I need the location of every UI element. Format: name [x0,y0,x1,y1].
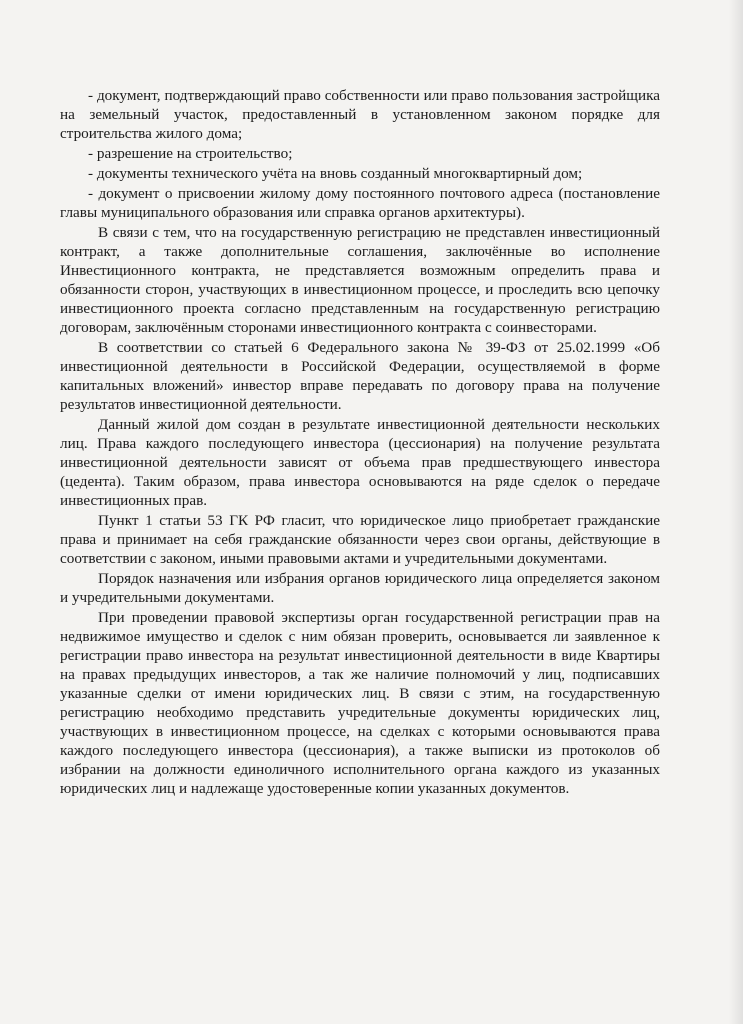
list-item-technical-records: - документы технического учёта на вновь созданный многоквартирный дом; [88,165,583,182]
paragraph-investment-contract: В связи с тем, что на государственную регистрацию не представлен инвестиционный контракт, а также дополнительные соглашения, заключённые во исполнение Инвестиционного контракта, не представляется возможным определить права и обязанности сторон, участвующих в инвестиционном процессе, и проследить всю цепочку инвестиционного проекта согласно представленным на государственную регистрацию договорам, заключённым сторонами инвестиционного контракта с соинвесторами. [60,224,660,336]
paragraph-appointment-procedure: Порядок назначения или избрания органов юридического лица определяется законом и учредительными документами. [60,570,660,606]
paragraph-investors-rights: Данный жилой дом создан в результате инвестиционной деятельности нескольких лиц. Права каждого последующего инвестора (цессионария) на получение результата инвестиционной деятельности зависят от объема прав предшествующего инвестора (цедента). Таким образом, права инвестора основываются на ряде сделок о передаче инвестиционных прав. [60,416,660,509]
list-item-building-permit: - разрешение на строительство; [88,145,293,162]
list-item-postal-address: - документ о присвоении жилому дому постоянного почтового адреса (постановление главы муниципального образования или справка органов архитектуры). [60,185,660,221]
document-body [60,86,660,799]
paragraph-civil-code: Пункт 1 статьи 53 ГК РФ гласит, что юридическое лицо приобретает гражданские права и принимает на себя гражданские обязанности через свои органы, действующие в соответствии с законом, иными правовыми актами и учредительными документами. [60,512,660,567]
list-item-ownership-document: - документ, подтверждающий право собственности или право пользования застройщика на земельный участок, предоставленный в установленном законом порядке для строительства жилого дома; [60,87,660,142]
paragraph-legal-examination: При проведении правовой экспертизы орган государственной регистрации прав на недвижимое имущество и сделок с ним обязан проверить, основывается ли заявленное к регистрации право инвестора на результат инвестиционной деятельности в виде Квартиры на правах предыдущих инвесторов, а так же наличие полномочий у лиц, подписавших указанные сделки от имени юридических лиц. В связи с этим, на государственную регистрацию необходимо представить учредительные документы юридических лиц, участвующих в инвестиционном процессе, на сделках с которыми основываются права каждого последующего инвестора (цессионария), а также выписки из протоколов об избрании на должности единоличного исполнительного органа каждого из указанных юридических лиц и надлежаще удостоверенные копии указанных документов. [60,609,660,797]
paragraph-federal-law: В соответствии со статьей 6 Федерального закона № 39-ФЗ от 25.02.1999 «Об инвестиционной деятельности в Российской Федерации, осуществляемой в форме капитальных вложений» инвестор вправе передавать по договору права на получение результатов инвестиционной деятельности. [60,339,660,413]
page-edge-shadow [729,0,743,1024]
